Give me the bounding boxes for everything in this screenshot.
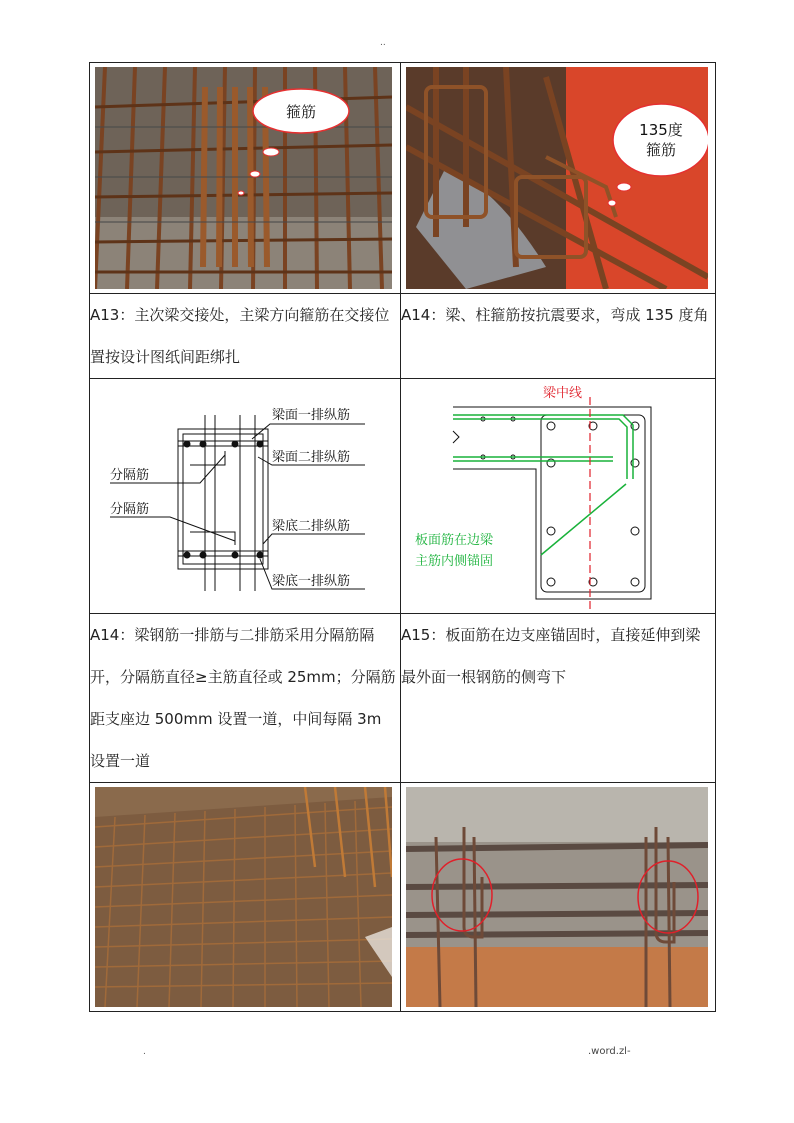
photo-cell-edge-anchorage [401,783,716,1012]
caption-a14-separator: A14：梁钢筋一排筋与二排筋采用分隔筋隔开，分隔筋直径≥主筋直径或 25mm；分隔筋距支座边 500mm 设置一道，中间每隔 3m 设置一道 [90,614,401,783]
bubble-label-135-line1: 135度 [639,121,683,139]
footer-right-mark: .word.zl- [588,1046,631,1057]
diagram-cell-edge-anchorage [401,379,716,614]
photo-beam-junction-stirrups [95,67,392,289]
photo-slab-rebar-mesh [95,787,392,1007]
header-mark: .. [380,38,386,48]
label-note-line1: 板面筋在边梁 [415,533,494,548]
bubble-label-stirrup: 箍筋 [285,103,317,121]
footer-left-mark: . [143,1047,146,1057]
photo-cell-135-stirrups [401,63,716,294]
document-table [89,62,716,1012]
beam-section-diagram [90,379,401,609]
photo-135-degree-stirrups [406,67,708,289]
label-top-row2: 梁面二排纵筋 [272,450,351,465]
label-bottom-row2: 梁底二排纵筋 [272,519,351,534]
caption-a15: A15：板面筋在边支座锚固时，直接延伸到梁最外面一根钢筋的侧弯下 [401,614,716,783]
caption-a14-stirrup: A14：梁、柱箍筋按抗震要求，弯成 135 度角 [401,294,716,379]
label-separator-2: 分隔筋 [110,502,150,517]
caption-a13: A13：主次梁交接处，主梁方向箍筋在交接位置按设计图纸间距绑扎 [90,294,401,379]
label-bottom-row1: 梁底一排纵筋 [272,574,351,589]
bubble-label-135-line2: 箍筋 [645,141,677,159]
edge-beam-anchorage-diagram [401,379,716,609]
photo-cell-stirrups [90,63,401,294]
label-top-row1: 梁面一排纵筋 [272,408,351,423]
photo-cell-slab-mesh [90,783,401,1012]
label-beam-centerline: 梁中线 [543,386,583,401]
diagram-cell-beam-section [90,379,401,614]
label-separator-1: 分隔筋 [110,468,150,483]
label-note-line2: 主筋内侧锚固 [415,554,494,569]
photo-slab-edge-anchorage [406,787,708,1007]
